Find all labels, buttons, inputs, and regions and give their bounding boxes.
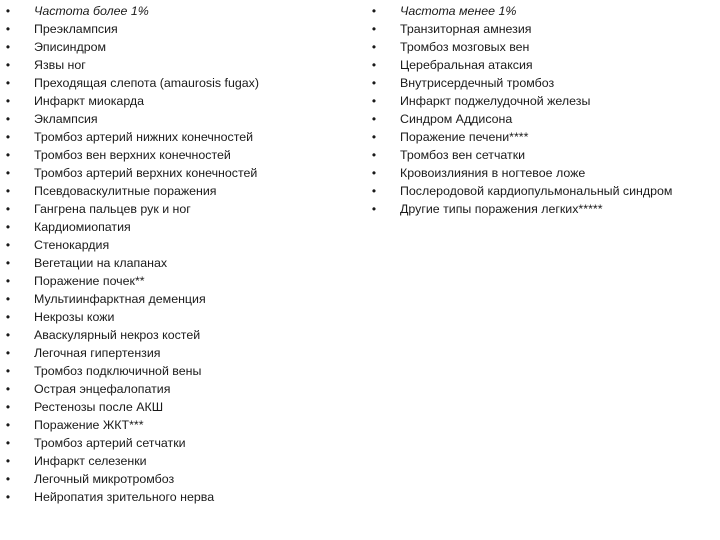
list-item-text: Рестенозы после АКШ	[34, 400, 164, 414]
bullet-icon: •	[5, 166, 11, 180]
list-item	[4, 272, 344, 290]
bullet-icon: •	[5, 310, 11, 324]
list-item	[4, 200, 344, 218]
bullet-icon: •	[371, 4, 377, 18]
list-item	[4, 146, 344, 164]
bullet-icon: •	[5, 22, 11, 36]
list-item	[4, 128, 344, 146]
list-item	[370, 200, 710, 218]
bullet-icon: •	[5, 148, 11, 162]
list-item	[4, 290, 344, 308]
bullet-icon: •	[371, 148, 377, 162]
right-column-list	[370, 2, 710, 218]
bullet-icon: •	[5, 274, 11, 288]
list-item	[4, 38, 344, 56]
bullet-icon: •	[371, 202, 377, 216]
list-item	[4, 380, 344, 398]
bullet-icon: •	[371, 40, 377, 54]
bullet-icon: •	[5, 256, 11, 270]
list-heading	[4, 2, 344, 20]
list-item	[4, 344, 344, 362]
list-item-text: Церебральная атаксия	[400, 58, 533, 72]
list-item-text: Преходящая слепота (amaurosis fugax)	[34, 76, 259, 90]
bullet-icon: •	[5, 472, 11, 486]
right-column-heading: Частота менее 1%	[400, 4, 517, 18]
list-item-text: Эписиндром	[34, 40, 107, 54]
list-item-text: Послеродовой кардиопульмональный синдром	[400, 184, 673, 198]
bullet-icon: •	[5, 328, 11, 342]
list-item-text: Некрозы кожи	[34, 310, 115, 324]
bullet-icon: •	[371, 184, 377, 198]
list-item	[4, 452, 344, 470]
list-item-text: Тромбоз подключичной вены	[34, 364, 202, 378]
list-item-text: Острая энцефалопатия	[34, 382, 171, 396]
list-item-text: Поражение ЖКТ***	[34, 418, 144, 432]
bullet-icon: •	[5, 184, 11, 198]
list-item	[4, 434, 344, 452]
list-item-text: Тромбоз артерий верхних конечностей	[34, 166, 258, 180]
bullet-icon: •	[5, 202, 11, 216]
bullet-icon: •	[5, 76, 11, 90]
bullet-icon: •	[371, 76, 377, 90]
list-item-text: Тромбоз мозговых вен	[400, 40, 530, 54]
list-item	[4, 56, 344, 74]
bullet-icon: •	[371, 22, 377, 36]
list-item-text: Язвы ног	[34, 58, 86, 72]
list-item	[4, 218, 344, 236]
list-item-text: Гангрена пальцев рук и ног	[34, 202, 191, 216]
list-item	[4, 182, 344, 200]
list-item	[370, 182, 680, 200]
list-item	[4, 416, 344, 434]
list-item-text: Инфаркт миокарда	[34, 94, 145, 108]
list-item	[370, 56, 710, 74]
list-item-text: Тромбоз вен верхних конечностей	[34, 148, 231, 162]
list-item-text: Тромбоз артерий сетчатки	[34, 436, 186, 450]
list-item-text: Тромбоз вен сетчатки	[400, 148, 526, 162]
list-item-text: Транзиторная амнезия	[400, 22, 532, 36]
bullet-icon: •	[5, 418, 11, 432]
list-item-text: Стенокардия	[34, 238, 110, 252]
list-item-text: Легочный микротромбоз	[34, 472, 175, 486]
bullet-icon: •	[5, 454, 11, 468]
list-item-text: Синдром Аддисона	[400, 112, 513, 126]
list-item	[4, 110, 344, 128]
bullet-icon: •	[5, 382, 11, 396]
bullet-icon: •	[5, 238, 11, 252]
list-item-text: Псевдоваскулитные поражения	[34, 184, 217, 198]
bullet-icon: •	[5, 346, 11, 360]
list-item-text: Вегетации на клапанах	[34, 256, 168, 270]
list-item-text: Нейропатия зрительного нерва	[34, 490, 215, 504]
list-item-text: Легочная гипертензия	[34, 346, 161, 360]
list-item-text: Тромбоз артерий нижних конечностей	[34, 130, 254, 144]
bullet-icon: •	[5, 400, 11, 414]
bullet-icon: •	[371, 112, 377, 126]
list-item	[4, 488, 344, 506]
list-item	[4, 362, 344, 380]
bullet-icon: •	[5, 58, 11, 72]
bullet-icon: •	[371, 58, 377, 72]
bullet-icon: •	[5, 490, 11, 504]
list-item	[370, 92, 710, 110]
left-column-list	[4, 2, 344, 506]
list-item-text: Внутрисердечный тромбоз	[400, 76, 555, 90]
list-item-text: Кровоизлияния в ногтевое ложе	[400, 166, 586, 180]
left-column-heading: Частота более 1%	[34, 4, 149, 18]
bullet-icon: •	[5, 4, 11, 18]
list-item	[4, 74, 344, 92]
bullet-icon: •	[5, 220, 11, 234]
list-item-text: Преэклампсия	[34, 22, 118, 36]
list-item-text: Поражение печени****	[400, 130, 529, 144]
bullet-icon: •	[5, 94, 11, 108]
list-item	[4, 470, 344, 488]
bullet-icon: •	[5, 364, 11, 378]
list-item	[4, 164, 344, 182]
list-item-text: Эклампсия	[34, 112, 98, 126]
list-heading	[370, 2, 710, 20]
bullet-icon: •	[5, 130, 11, 144]
bullet-icon: •	[5, 292, 11, 306]
list-item-text: Поражение почек**	[34, 274, 145, 288]
list-item	[4, 92, 344, 110]
bullet-icon: •	[371, 130, 377, 144]
list-item-text: Инфаркт селезенки	[34, 454, 147, 468]
list-item	[370, 128, 710, 146]
list-item	[4, 326, 344, 344]
list-item-text: Инфаркт поджелудочной железы	[400, 94, 591, 108]
list-item	[4, 308, 344, 326]
list-item	[370, 74, 710, 92]
list-item	[370, 146, 710, 164]
list-item	[370, 164, 710, 182]
list-item	[370, 110, 710, 128]
bullet-icon: •	[371, 94, 377, 108]
bullet-icon: •	[5, 436, 11, 450]
bullet-icon: •	[5, 112, 11, 126]
list-item	[4, 254, 344, 272]
list-item-text: Другие типы поражения легких*****	[400, 202, 603, 216]
list-item	[4, 20, 344, 38]
bullet-icon: •	[371, 166, 377, 180]
list-item-text: Аваскулярный некроз костей	[34, 328, 201, 342]
list-item-text: Мультиинфарктная деменция	[34, 292, 206, 306]
list-item	[370, 20, 710, 38]
list-item	[370, 38, 710, 56]
list-item	[4, 398, 344, 416]
list-item	[4, 236, 344, 254]
bullet-icon: •	[5, 40, 11, 54]
list-item-text: Кардиомиопатия	[34, 220, 131, 234]
